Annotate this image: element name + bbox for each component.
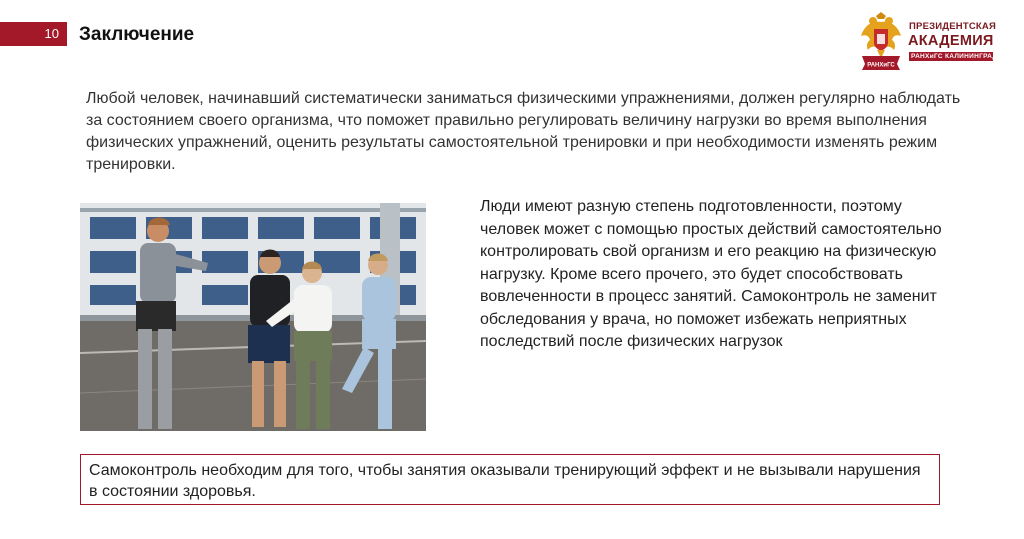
- intro-paragraph: Любой человек, начинавший систематически заниматься физическими упражнениями, должен регулярно наблюдать за состоянием своего организма, что поможет правильно регулировать величину нагрузки во время выполнения физических упражнений, оценить результаты самостоятельной тренировки и при необходимости изменять режим тренировки.: [86, 90, 961, 173]
- academy-logo: [858, 12, 998, 74]
- photo-illustration: [80, 203, 426, 431]
- slide-number-label: 10: [44, 26, 59, 41]
- logo-ribbon-text: РАНХиГС: [867, 62, 895, 69]
- side-paragraph: Люди имеют разную степень подготовленности, поэтому человек может с помощью простых действий самостоятельно контролировать свой организм и его реакцию на физическую нагрузку. Кроме всего прочего, это будет способствовать вовлеченности в процесс занятий. Самоконтроль не заменит обследования у врача, но поможет избежать неприятных последствий после физических нагрузок: [480, 198, 942, 350]
- logo-line-2: АКАДЕМИЯ: [908, 33, 994, 49]
- highlighted-conclusion-box: Самоконтроль необходим для того, чтобы занятия оказывали тренирующий эффект и не вызывали нарушения в состоянии здоровья.: [80, 454, 940, 505]
- fitness-group-photo: [80, 203, 426, 431]
- logo-line-1: ПРЕЗИДЕНТСКАЯ: [909, 21, 996, 32]
- page-title: Заключение: [79, 24, 195, 45]
- slide-number: [0, 22, 67, 46]
- double-headed-eagle-emblem-icon: [858, 12, 904, 72]
- logo-line-3: РАНХиГС КАЛИНИНГРАД: [911, 53, 998, 60]
